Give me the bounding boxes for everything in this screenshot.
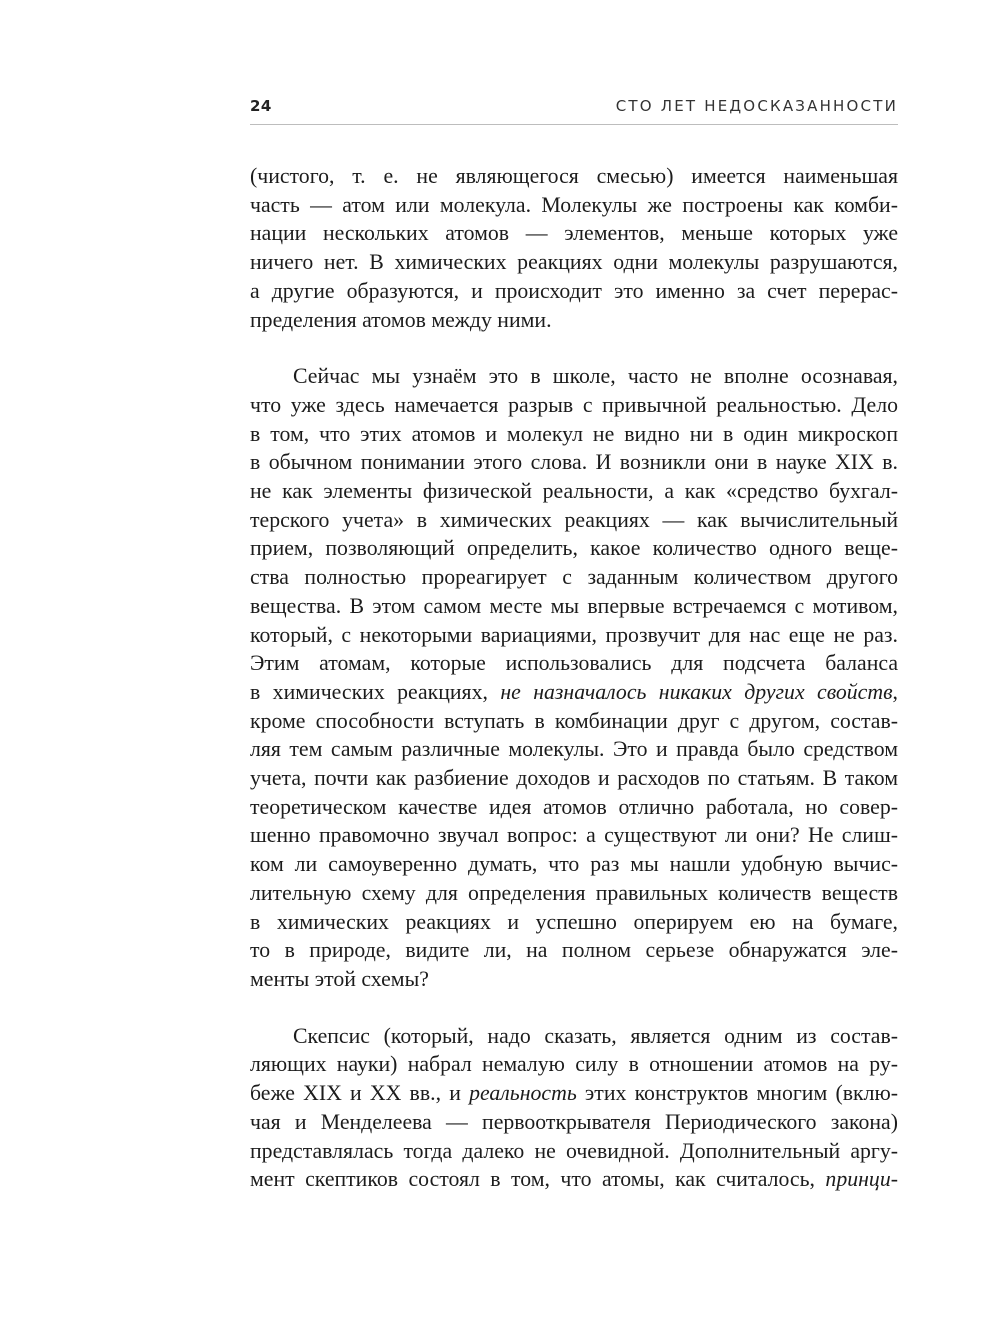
- text-line: пределения атомов между ними.: [250, 307, 552, 332]
- book-page: [250, 0, 898, 1323]
- text-line: менты этой схемы?: [250, 966, 429, 991]
- page-number: 24: [250, 97, 272, 115]
- text-line: в химических реакциях, не назначалось никаких других свойств,: [250, 679, 898, 704]
- text-line: шенно правомочно звучал вопрос: а существуют ли они? Не слиш-: [250, 823, 898, 848]
- running-header: [250, 94, 898, 125]
- italic-phrase: реальность: [469, 1081, 577, 1106]
- italic-phrase: принци-: [825, 1167, 898, 1192]
- text-line: ляющих науки) набрал немалую силу в отношении атомов на ру-: [250, 1052, 898, 1077]
- paragraph-1: [250, 162, 898, 334]
- text-line: который, с некоторыми вариациями, прозвучит для нас еще не раз.: [250, 622, 898, 647]
- text-line: ляя тем самым различные молекулы. Это и правда было средством: [250, 737, 898, 762]
- text-line: то в природе, видите ли, на полном серьезе обнаружатся эле-: [250, 938, 898, 963]
- text-line: терского учета» в химических реакциях — как вычислительный: [250, 507, 898, 532]
- running-title: СТО ЛЕТ НЕДОСКАЗАННОСТИ: [615, 97, 898, 115]
- text-line: что уже здесь намечается разрыв с привычной реальностью. Дело: [250, 392, 898, 417]
- text-line: ком ли самоуверенно думать, что раз мы нашли удобную вычис-: [250, 852, 898, 877]
- text-line: беже XIX и XX вв., и реальность этих конструктов многим (вклю-: [250, 1081, 899, 1106]
- text-line: нации нескольких атомов — элементов, меньше которых уже: [250, 221, 898, 246]
- text-line: мент скептиков состоял в том, что атомы, как считалось, принци-: [250, 1167, 898, 1192]
- italic-phrase: не назначалось никаких других свойств: [500, 679, 893, 704]
- text-line: Скепсис (который, надо сказать, является одним из состав-: [293, 1023, 898, 1048]
- text-line: вещества. В этом самом месте мы впервые встречаемся с мотивом,: [250, 593, 898, 618]
- text-line: учета, почти как разбиение доходов и расходов по статьям. В таком: [250, 766, 898, 791]
- text-line: теоретическом качестве идея атомов отлично работала, но совер-: [250, 794, 898, 819]
- text-line: чая и Менделеева — первооткрывателя Периодического закона): [250, 1109, 898, 1134]
- text-line: ства полностью прореагирует с заданным количеством другого: [250, 565, 898, 590]
- text-line: в том, что этих атомов и молекул не видно ни в один микроскоп: [250, 421, 898, 446]
- text-line: кроме способности вступать в комбинации друг с другом, состав-: [250, 708, 898, 733]
- body-text: [250, 162, 898, 1194]
- text-line: (чистого, т. е. не являющегося смесью) имеется наименьшая: [250, 164, 898, 188]
- text-line: в обычном понимании этого слова. И возникли они в науке XIX в.: [250, 450, 898, 475]
- text-line: прием, позволяющий определить, какое количество одного веще-: [250, 536, 898, 561]
- text-line: Сейчас мы узнаём это в школе, часто не вполне осознавая,: [293, 364, 898, 389]
- paragraph-2: [250, 362, 898, 993]
- text-line: а другие образуются, и происходит это именно за счет перерас-: [250, 278, 898, 303]
- text-line: Этим атомам, которые использовались для подсчета баланса: [250, 651, 898, 676]
- text-line: часть — атом или молекула. Молекулы же построены как комби-: [250, 192, 898, 217]
- paragraph-3: [250, 1022, 898, 1194]
- text-line: лительную схему для определения правильных количеств веществ: [250, 880, 898, 905]
- text-line: ничего нет. В химических реакциях одни молекулы разрушаются,: [250, 250, 898, 275]
- text-line: не как элементы физической реальности, а как «средство бухгал-: [250, 479, 898, 504]
- text-line: в химических реакциях и успешно оперируем ею на бумаге,: [250, 909, 898, 934]
- text-line: представлялась тогда далеко не очевидной. Дополнительный аргу-: [250, 1138, 898, 1163]
